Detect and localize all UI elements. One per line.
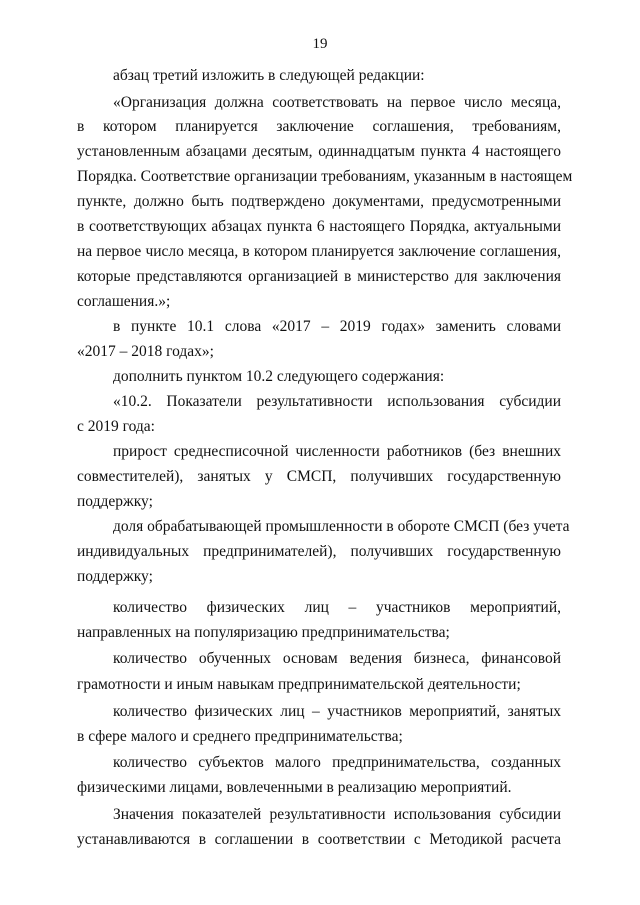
text-line: устанавливаются в соглашении в соответствии с Методикой расчета <box>77 831 561 848</box>
text-line: «2017 – 2018 годах»; <box>77 343 214 360</box>
page-number: 19 <box>312 36 328 52</box>
text-line: поддержку; <box>77 493 153 510</box>
text-line: «Организация должна соответствовать на первое число месяца, <box>113 94 561 111</box>
text-line: совместителей), занятых у СМСП, получивших государственную <box>77 468 561 485</box>
text-line: количество физических лиц – участников мероприятий, занятых <box>113 703 561 720</box>
text-line: физическими лицами, вовлеченными в реализацию мероприятий. <box>77 779 512 796</box>
text-line: в пункте 10.1 слова «2017 – 2019 годах» заменить словами <box>113 318 561 335</box>
text-line: на первое число месяца, в котором планируется заключение соглашения, <box>77 243 561 260</box>
text-line: абзац третий изложить в следующей редакции: <box>113 67 425 84</box>
text-line: прирост среднесписочной численности работников (без внешних <box>113 443 561 460</box>
text-line: направленных на популяризацию предпринимательства; <box>77 624 450 641</box>
text-line: в котором планируется заключение соглашения, требованиям, <box>77 118 561 135</box>
text-line: индивидуальных предпринимателей), получивших государственную <box>77 543 561 560</box>
text-line: Значения показателей результативности использования субсидии <box>113 806 561 823</box>
text-line: в сфере малого и среднего предпринимательства; <box>77 728 403 745</box>
text-line: соглашения.»; <box>77 293 171 310</box>
text-line: доля обрабатывающей промышленности в обороте СМСП (без учета <box>113 518 570 535</box>
text-line: поддержку; <box>77 568 153 585</box>
text-line: дополнить пунктом 10.2 следующего содержания: <box>113 368 445 385</box>
text-line: количество обученных основам ведения бизнеса, финансовой <box>113 650 561 667</box>
text-line: в соответствующих абзацах пункта 6 настоящего Порядка, актуальными <box>77 218 561 235</box>
text-line: пункте, должно быть подтверждено документами, предусмотренными <box>77 193 561 210</box>
text-line: количество физических лиц – участников мероприятий, <box>113 599 561 616</box>
text-line: с 2019 года: <box>77 418 155 435</box>
text-line: установленным абзацами десятым, одиннадцатым пункта 4 настоящего <box>77 143 561 160</box>
text-line: которые представляются организацией в министерство для заключения <box>77 268 561 285</box>
text-line: количество субъектов малого предпринимательства, созданных <box>113 754 561 771</box>
text-line: Порядка. Соответствие организации требованиям, указанным в настоящем <box>77 168 573 185</box>
text-line: грамотности и иным навыкам предпринимательской деятельности; <box>77 676 521 693</box>
text-line: «10.2. Показатели результативности использования субсидии <box>113 393 561 410</box>
